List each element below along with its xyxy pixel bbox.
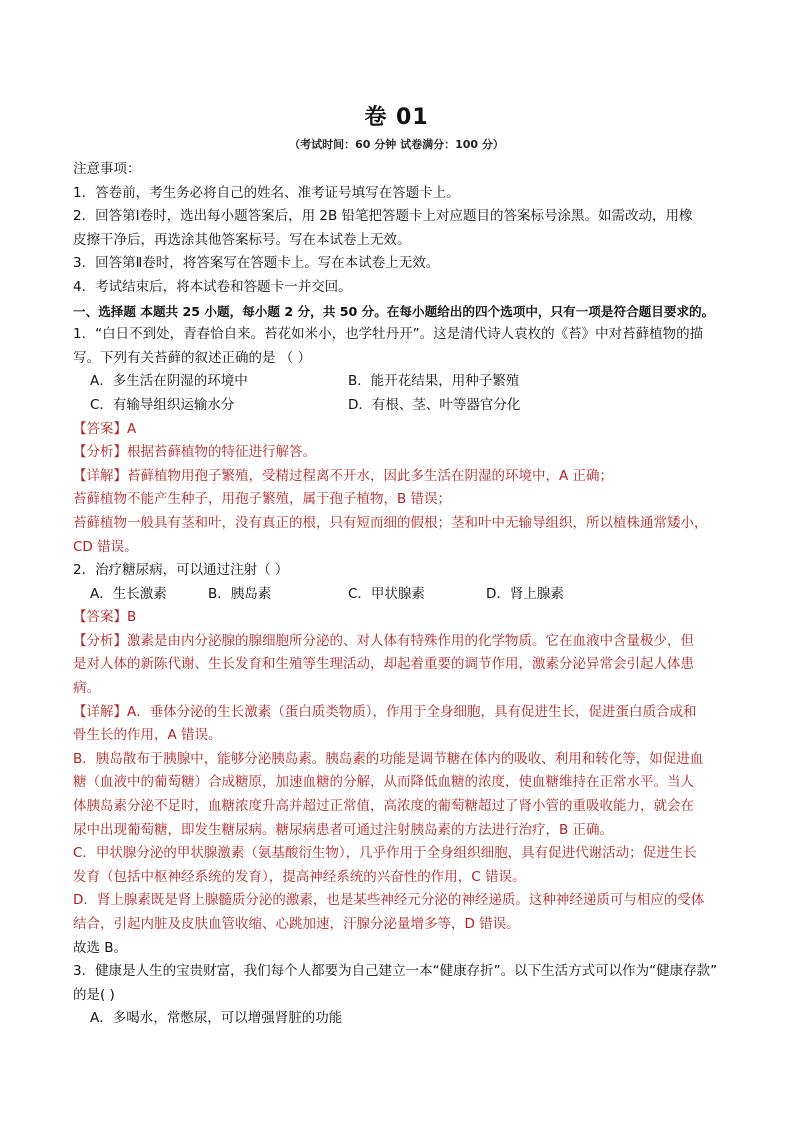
- exam-content: [73, 158, 723, 1031]
- exam-info: （考试时间：60 分钟 试卷满分：100 分）: [289, 138, 504, 151]
- notice-item: 1．答卷前，考生务必将自己的姓名、准考证号填写在答题卡上。: [73, 184, 460, 201]
- detail-line: 发育（包括中枢神经系统的发育），提高神经系统的兴奋性的作用，C 错误。: [73, 868, 526, 885]
- notice-heading: 注意事项：: [73, 161, 141, 177]
- answer-line: 【答案】A: [73, 420, 137, 437]
- question-stem: 的是( ): [73, 986, 115, 1003]
- option-a: A．生长激素: [90, 585, 167, 602]
- detail-line: 苔藓植物不能产生种子，用孢子繁殖，属于孢子植物，B 错误；: [73, 491, 452, 508]
- option-b: B．能开花结果，用种子繁殖: [348, 373, 520, 390]
- option-row: [73, 394, 723, 418]
- analysis-line: 是对人体的新陈代谢、生长发育和生殖等生理活动，却起着重要的调节作用，激素分泌异常会引起人体患: [73, 656, 694, 673]
- question-stem: 3．健康是人生的宝贵财富，我们每个人都要为自己建立一本“健康存折”。以下生活方式可以作为“健康存款”: [73, 963, 718, 980]
- option-a: A．多生活在阴湿的环境中: [90, 373, 248, 390]
- option-row: [73, 370, 723, 394]
- analysis-line: 病。: [73, 680, 100, 697]
- question-stem: 2．治疗糖尿病，可以通过注射（ ）: [73, 562, 289, 579]
- analysis-line: 【分析】根据苔藓植物的特征进行解答。: [73, 444, 316, 461]
- option-row: [73, 583, 723, 607]
- detail-line: 骨生长的作用，A 错误。: [73, 727, 222, 744]
- detail-line: 苔藓植物一般具有茎和叶，没有真正的根，只有短而细的假根；茎和叶中无输导组织，所以植株通常矮小，: [73, 514, 708, 531]
- detail-line: 【详解】A．垂体分泌的生长激素（蛋白质类物质），作用于全身细胞，具有促进生长，促进蛋白质合成和: [73, 703, 697, 720]
- analysis-line: 【分析】激素是由内分泌腺的腺细胞所分泌的、对人体有特殊作用的化学物质。它在血液中含量极少，但: [73, 632, 694, 649]
- detail-line: 尿中出现葡萄糖，即发生糖尿病。糖尿病患者可通过注射胰岛素的方法进行治疗，B 正确。: [73, 821, 614, 838]
- detail-line: B．胰岛散布于胰腺中，能够分泌胰岛素。胰岛素的功能是调节糖在体内的吸收、利用和转化等，如促进血: [73, 750, 704, 767]
- detail-line: 【详解】苔藓植物用孢子繁殖，受精过程离不开水，因此多生活在阴湿的环境中，A 正确；: [73, 467, 614, 484]
- option-a: A．多喝水，常憋尿，可以增强肾脏的功能: [90, 1010, 343, 1027]
- detail-line: C．甲状腺分泌的甲状腺激素（氨基酸衍生物），几乎作用于全身组织细胞，具有促进代谢活动；促进生长: [73, 845, 697, 862]
- conclusion-line: 故选 B。: [73, 939, 128, 956]
- question-stem: 1．“白日不到处，青春恰自来。苔花如米小，也学牡丹开”。这是清代诗人袁枚的《苔》中对苔藓植物的描: [73, 326, 704, 343]
- detail-line: 结合，引起内脏及皮肤血管收缩、心跳加速，汗腺分泌量增多等，D 错误。: [73, 916, 520, 932]
- section-heading: 一、选择题 本题共 25 小题，每小题 2 分，共 50 分。在每小题给出的四个选项中，只有一项是符合题目要求的。: [73, 303, 715, 319]
- option-d: D．肾上腺素: [486, 585, 564, 602]
- option-c: C．甲状腺素: [348, 585, 425, 602]
- answer-line: 【答案】B: [73, 609, 137, 626]
- question-stem: 写。下列有关苔藓的叙述正确的是 （ ）: [73, 349, 312, 366]
- detail-line: 体胰岛素分泌不足时，血糖浓度升高并超过正常值，高浓度的葡萄糖超过了肾小管的重吸收能力，就会在: [73, 798, 694, 815]
- notice-item: 3．回答第Ⅱ卷时，将答案写在答题卡上。写在本试卷上无效。: [73, 255, 440, 272]
- option-c: C．有输导组织运输水分: [90, 396, 235, 413]
- detail-line: CD 错误。: [73, 538, 138, 555]
- option-d: D．有根、茎、叶等器官分化: [348, 396, 521, 413]
- notice-item: 4．考试结束后，将本试卷和答题卡一并交回。: [73, 278, 352, 295]
- detail-line: 糖（血液中的葡萄糖）合成糖原，加速血糖的分解，从而降低血糖的浓度，使血糖维持在正常水平。当人: [73, 774, 694, 791]
- notice-item: 2．回答第Ⅰ卷时，选出每小题答案后，用 2B 铅笔把答题卡上对应题目的答案标号涂黑。如需改动，用橡: [73, 208, 693, 225]
- option-b: B．胰岛素: [208, 585, 272, 602]
- notice-item: 皮擦干净后，再选涂其他答案标号。写在本试卷上无效。: [73, 231, 411, 248]
- page-title: 卷 01: [364, 105, 429, 130]
- detail-line: D．肾上腺素既是肾上腺髓质分泌的激素，也是某些神经元分泌的神经递质。这种神经递质可与相应的受体: [73, 892, 705, 909]
